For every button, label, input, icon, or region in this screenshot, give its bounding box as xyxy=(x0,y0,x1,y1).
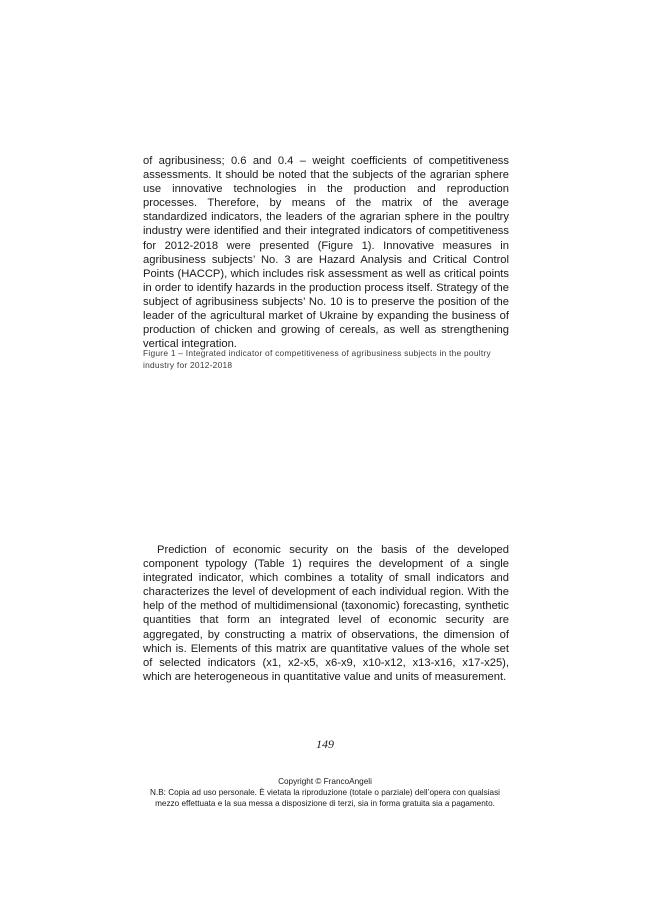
page-number: 149 xyxy=(316,737,334,751)
copyright-footer xyxy=(0,776,650,809)
copyright-line: Copyright © FrancoAngeli xyxy=(278,777,372,786)
figure-caption: Figure 1 – Integrated indicator of competitiveness of agribusiness subjects in the poultry industry for 2012-2018 xyxy=(143,348,491,370)
body-paragraph-1 xyxy=(143,154,509,351)
figure-placeholder xyxy=(143,378,509,528)
notice-line-2: mezzo effettuata e la sua messa a disposizione di terzi, sia in forma gratuita sia a pagamento. xyxy=(155,799,495,808)
body-paragraph-2 xyxy=(143,543,509,684)
paragraph-text: Prediction of economic security on the basis of the developed component typology (Table 1) requires the development of a single integrated indicator, which combines a totality of small indicators and characterizes the level of development of each individual region. With the help of the method of multidimensional (taxonomic) forecasting, synthetic quantities that form an integrated level of economic security are aggregated, by constructing a matrix of observations, the dimension of which is. Elements of this matrix are quantitative values of the whole set of selected indicators (x1, x2-x5, x6-x9, x10-x12, x13-x16, x17-x25), which are heterogeneous in quantitative value and units of measurement. xyxy=(143,544,509,683)
notice-line-1: N.B: Copia ad uso personale. È vietata la riproduzione (totale o parziale) dell’opera con qualsiasi xyxy=(150,788,500,797)
paragraph-text: of agribusiness; 0.6 and 0.4 – weight coefficients of competitiveness assessments. It should be noted that the subjects of the agrarian sphere use innovative technologies in the production and reproduction processes. Therefore, by means of the matrix of the average standardized indicators, the leaders of the agrarian sphere in the poultry industry were identified and their integrated indicators of competitiveness for 2012-2018 were presented (Figure 1). Innovative measures in agribusiness subjects’ No. 3 are Hazard Analysis and Critical Control Points (HACCP), which includes risk assessment as well as critical points in order to identify hazards in the production process itself. Strategy of the subject of agribusiness subjects’ No. 10 is to preserve the position of the leader of the agricultural market of Ukraine by expanding the business of production of chicken and growing of cereals, as well as strengthening vertical integration. xyxy=(143,155,509,351)
